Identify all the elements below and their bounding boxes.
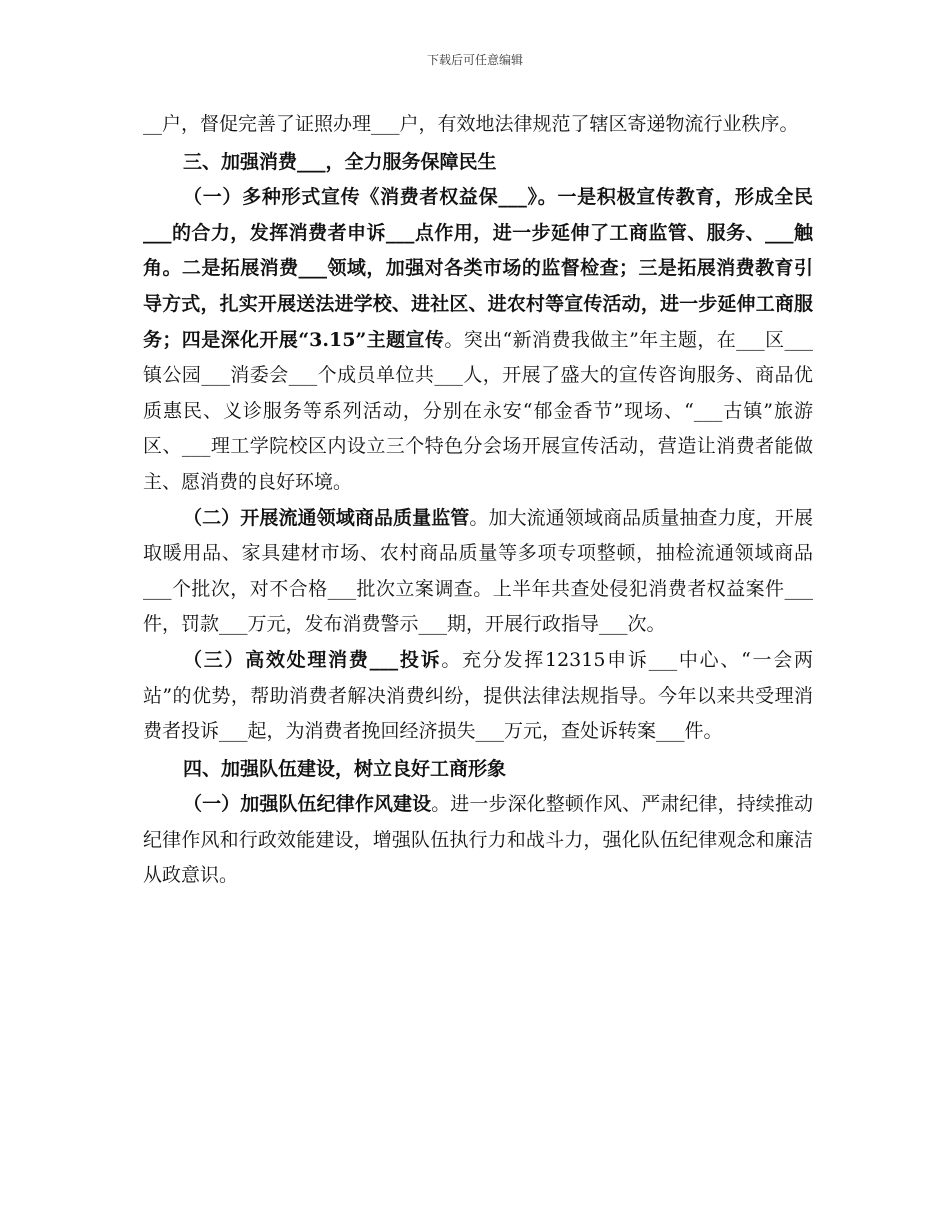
paragraph-3-3 xyxy=(143,643,813,750)
paragraph-continuation: __户，督促完善了证照办理___户，有效地法律规范了辖区寄递物流行业秩序。 xyxy=(143,113,799,135)
paragraph-3-1-text: 。突出“新消费我做主”年主题，在___区___镇公园___消委会___个成员单位共___人，开展了盛大的宣传咨询服务、商品优质惠民、义诊服务等系列活动，分别在永安“郁金香节”现场、“___古镇”旅游区、___理工学院校区内设立三个特色分会场开展宣传活动，营造让消费者能做主、愿消费的良好环境。 xyxy=(143,328,813,493)
paragraph-3-1 xyxy=(143,180,813,500)
paragraph-3-2-text: 。加大流通领域商品质量抽查力度，开展取暖用品、家具建材市场、农村商品质量等多项专项整顿，抽检流通领域商品___个批次，对不合格___批次立案调查。上半年共查处侵犯消费者权益案件___件，罚款___万元，发布消费警示___期，开展行政指导___次。 xyxy=(143,506,813,636)
paragraph-3-2-bold: （二）开展流通领域商品质量监管 xyxy=(183,506,470,529)
paragraph-3-3-text: 。充分发挥12315申诉___中心、“一会两站”的优势，帮助消费者解决消费纠纷，提供法律法规指导。今年以来共受理消费者投诉___起，为消费者挽回经济损失___万元，查处诉转案___件。 xyxy=(143,648,813,743)
paragraph-4-1-bold: （一）加强队伍纪律作风建设 xyxy=(183,793,432,816)
section-heading-4: 四、加强队伍建设，树立良好工商形象 xyxy=(183,757,507,780)
document-body xyxy=(143,107,813,894)
paragraph-4-1 xyxy=(143,787,813,894)
paragraph-3-3-bold: （三）高效处理消费___投诉 xyxy=(183,648,442,671)
page-header: 下载后可任意编辑 xyxy=(426,53,523,67)
paragraph-3-2 xyxy=(143,501,813,643)
paragraph-4-1-text: 。进一步深化整顿作风、严肃纪律，持续推动纪律作风和行政效能建设，增强队伍执行力和战斗力，强化队伍纪律观念和廉洁从政意识。 xyxy=(143,793,813,887)
section-heading-3: 三、加强消费___，全力服务保障民生 xyxy=(183,150,497,173)
paragraph-3-1-bold: （一）多种形式宣传《消费者权益保___》。一是积极宣传教育，形成全民___的合力，发挥消费者申诉___点作用，进一步延伸了工商监管、服务、___触角。二是拓展消费___领域，加强对各类市场的监督检查；三是拓展消费教育引导方式，扎实开展送法进学校、进社区、进农村等宣传活动，进一步延伸工商服务；四是深化开展“3.15”主题宣传 xyxy=(143,186,813,351)
